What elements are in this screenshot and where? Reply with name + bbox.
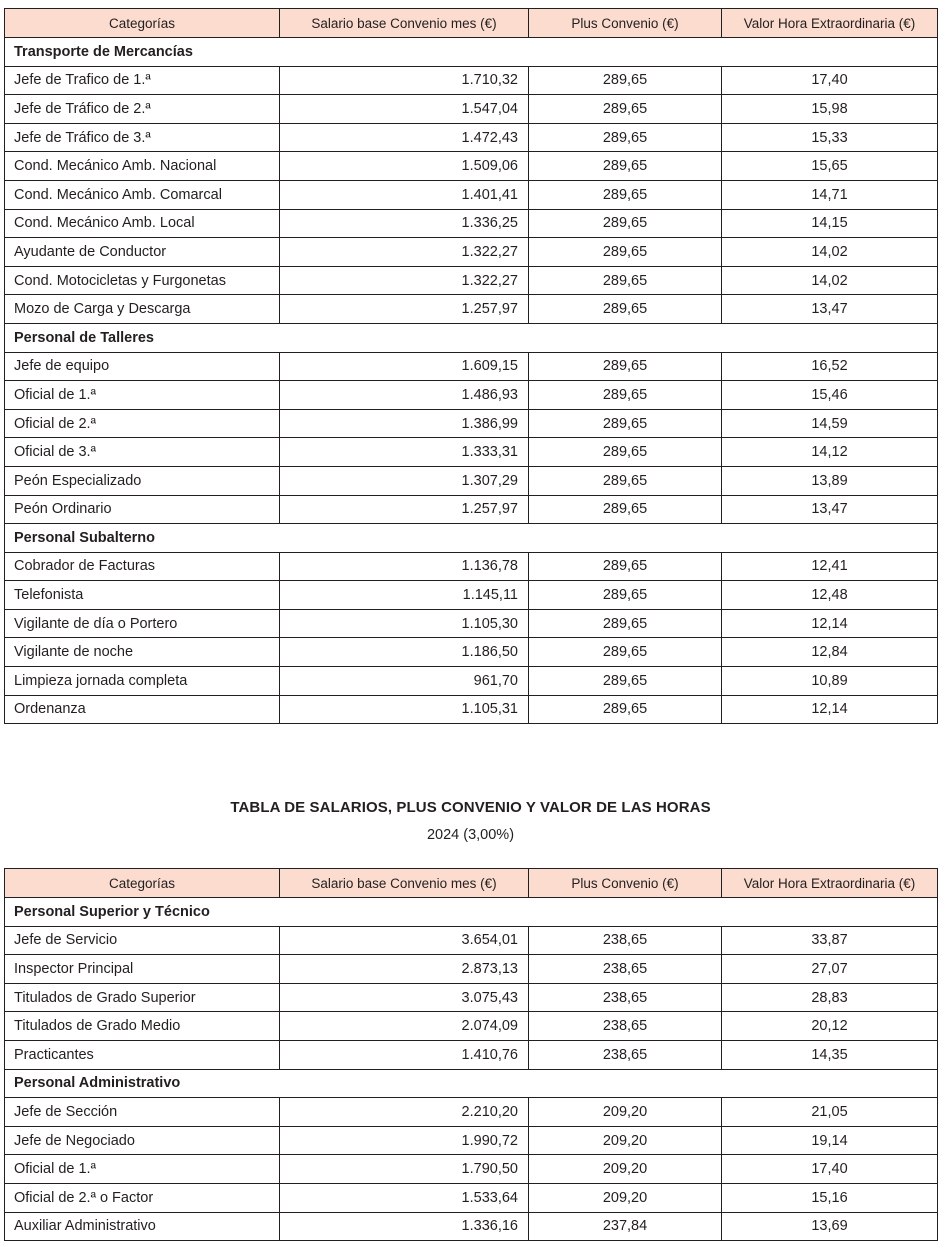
section-row bbox=[5, 38, 938, 67]
table-row bbox=[5, 409, 938, 438]
valor-hora-cell: 13,69 bbox=[722, 1212, 938, 1241]
plus-convenio-cell: 289,65 bbox=[529, 609, 722, 638]
salario-base-cell: 1.547,04 bbox=[280, 95, 529, 124]
valor-hora-cell: 33,87 bbox=[722, 926, 938, 955]
category-cell: Peón Especializado bbox=[5, 466, 280, 495]
table-row bbox=[5, 926, 938, 955]
valor-hora-cell: 14,12 bbox=[722, 438, 938, 467]
section-row bbox=[5, 524, 938, 553]
table-row bbox=[5, 152, 938, 181]
salario-base-cell: 1.307,29 bbox=[280, 466, 529, 495]
salario-base-cell: 1.386,99 bbox=[280, 409, 529, 438]
salario-base-cell: 1.136,78 bbox=[280, 552, 529, 581]
salario-base-cell: 1.336,16 bbox=[280, 1212, 529, 1241]
salario-base-cell: 1.509,06 bbox=[280, 152, 529, 181]
table-row bbox=[5, 238, 938, 267]
valor-hora-cell: 13,89 bbox=[722, 466, 938, 495]
salario-base-cell: 1.472,43 bbox=[280, 123, 529, 152]
salario-base-cell: 1.410,76 bbox=[280, 1040, 529, 1069]
valor-hora-cell: 13,47 bbox=[722, 495, 938, 524]
valor-hora-cell: 17,40 bbox=[722, 66, 938, 95]
plus-convenio-cell: 289,65 bbox=[529, 180, 722, 209]
table-row bbox=[5, 66, 938, 95]
plus-convenio-cell: 289,65 bbox=[529, 381, 722, 410]
plus-convenio-cell: 238,65 bbox=[529, 983, 722, 1012]
category-cell: Ayudante de Conductor bbox=[5, 238, 280, 267]
valor-hora-cell: 14,02 bbox=[722, 266, 938, 295]
section-title: Personal de Talleres bbox=[5, 323, 938, 352]
category-cell: Ordenanza bbox=[5, 695, 280, 724]
valor-hora-cell: 14,02 bbox=[722, 238, 938, 267]
valor-hora-cell: 10,89 bbox=[722, 667, 938, 696]
header-plus-convenio: Plus Convenio (€) bbox=[529, 869, 722, 898]
section-title: Personal Superior y Técnico bbox=[5, 898, 938, 927]
plus-convenio-cell: 238,65 bbox=[529, 1012, 722, 1041]
category-cell: Oficial de 1.ª bbox=[5, 1155, 280, 1184]
valor-hora-cell: 14,15 bbox=[722, 209, 938, 238]
valor-hora-cell: 27,07 bbox=[722, 955, 938, 984]
salario-base-cell: 1.336,25 bbox=[280, 209, 529, 238]
plus-convenio-cell: 289,65 bbox=[529, 667, 722, 696]
category-cell: Cond. Motocicletas y Furgonetas bbox=[5, 266, 280, 295]
plus-convenio-cell: 237,84 bbox=[529, 1212, 722, 1241]
section-row bbox=[5, 323, 938, 352]
plus-convenio-cell: 289,65 bbox=[529, 495, 722, 524]
section-title: Personal Subalterno bbox=[5, 524, 938, 553]
valor-hora-cell: 12,14 bbox=[722, 695, 938, 724]
salario-base-cell: 1.257,97 bbox=[280, 295, 529, 324]
table-row bbox=[5, 983, 938, 1012]
category-cell: Oficial de 1.ª bbox=[5, 381, 280, 410]
salary-table-personal bbox=[4, 868, 938, 1241]
category-cell: Cond. Mecánico Amb. Local bbox=[5, 209, 280, 238]
valor-hora-cell: 12,41 bbox=[722, 552, 938, 581]
plus-convenio-cell: 289,65 bbox=[529, 209, 722, 238]
category-cell: Jefe de Sección bbox=[5, 1098, 280, 1127]
valor-hora-cell: 28,83 bbox=[722, 983, 938, 1012]
table-row bbox=[5, 955, 938, 984]
valor-hora-cell: 15,98 bbox=[722, 95, 938, 124]
salario-base-cell: 2.074,09 bbox=[280, 1012, 529, 1041]
table-title: TABLA DE SALARIOS, PLUS CONVENIO Y VALOR DE LAS HORAS bbox=[230, 799, 711, 816]
valor-hora-cell: 15,65 bbox=[722, 152, 938, 181]
valor-hora-cell: 14,35 bbox=[722, 1040, 938, 1069]
salario-base-cell: 1.333,31 bbox=[280, 438, 529, 467]
category-cell: Auxiliar Administrativo bbox=[5, 1212, 280, 1241]
header-categorias: Categorías bbox=[5, 9, 280, 38]
valor-hora-cell: 20,12 bbox=[722, 1012, 938, 1041]
salario-base-cell: 1.486,93 bbox=[280, 381, 529, 410]
valor-hora-cell: 12,14 bbox=[722, 609, 938, 638]
category-cell: Cond. Mecánico Amb. Comarcal bbox=[5, 180, 280, 209]
table-row bbox=[5, 266, 938, 295]
table-row bbox=[5, 1012, 938, 1041]
header-valor-hora: Valor Hora Extraordinaria (€) bbox=[722, 869, 938, 898]
plus-convenio-cell: 289,65 bbox=[529, 295, 722, 324]
category-cell: Oficial de 2.ª bbox=[5, 409, 280, 438]
plus-convenio-cell: 209,20 bbox=[529, 1155, 722, 1184]
valor-hora-cell: 15,33 bbox=[722, 123, 938, 152]
header-salario-base: Salario base Convenio mes (€) bbox=[280, 869, 529, 898]
table-row bbox=[5, 1040, 938, 1069]
salario-base-cell: 1.105,30 bbox=[280, 609, 529, 638]
category-cell: Vigilante de día o Portero bbox=[5, 609, 280, 638]
table-header-row bbox=[5, 9, 938, 38]
table-row bbox=[5, 1126, 938, 1155]
salario-base-cell: 1.257,97 bbox=[280, 495, 529, 524]
table-header-row bbox=[5, 869, 938, 898]
plus-convenio-cell: 209,20 bbox=[529, 1098, 722, 1127]
table-row bbox=[5, 552, 938, 581]
valor-hora-cell: 17,40 bbox=[722, 1155, 938, 1184]
plus-convenio-cell: 238,65 bbox=[529, 926, 722, 955]
plus-convenio-cell: 289,65 bbox=[529, 438, 722, 467]
table-row bbox=[5, 638, 938, 667]
plus-convenio-cell: 238,65 bbox=[529, 955, 722, 984]
plus-convenio-cell: 289,65 bbox=[529, 581, 722, 610]
header-salario-base: Salario base Convenio mes (€) bbox=[280, 9, 529, 38]
plus-convenio-cell: 238,65 bbox=[529, 1040, 722, 1069]
table-row bbox=[5, 466, 938, 495]
category-cell: Titulados de Grado Medio bbox=[5, 1012, 280, 1041]
category-cell: Cond. Mecánico Amb. Nacional bbox=[5, 152, 280, 181]
section-row bbox=[5, 898, 938, 927]
plus-convenio-cell: 289,65 bbox=[529, 95, 722, 124]
table-row bbox=[5, 495, 938, 524]
valor-hora-cell: 13,47 bbox=[722, 295, 938, 324]
category-cell: Vigilante de noche bbox=[5, 638, 280, 667]
salario-base-cell: 1.710,32 bbox=[280, 66, 529, 95]
section-row bbox=[5, 1069, 938, 1098]
valor-hora-cell: 19,14 bbox=[722, 1126, 938, 1155]
table-row bbox=[5, 381, 938, 410]
salario-base-cell: 2.210,20 bbox=[280, 1098, 529, 1127]
plus-convenio-cell: 289,65 bbox=[529, 352, 722, 381]
valor-hora-cell: 21,05 bbox=[722, 1098, 938, 1127]
table-subtitle: 2024 (3,00%) bbox=[426, 827, 515, 843]
category-cell: Peón Ordinario bbox=[5, 495, 280, 524]
category-cell: Titulados de Grado Superior bbox=[5, 983, 280, 1012]
table-row bbox=[5, 95, 938, 124]
category-cell: Telefonista bbox=[5, 581, 280, 610]
plus-convenio-cell: 289,65 bbox=[529, 552, 722, 581]
valor-hora-cell: 14,59 bbox=[722, 409, 938, 438]
category-cell: Oficial de 3.ª bbox=[5, 438, 280, 467]
valor-hora-cell: 14,71 bbox=[722, 180, 938, 209]
table-row bbox=[5, 438, 938, 467]
section-title: Personal Administrativo bbox=[5, 1069, 938, 1098]
plus-convenio-cell: 289,65 bbox=[529, 123, 722, 152]
salario-base-cell: 1.322,27 bbox=[280, 266, 529, 295]
category-cell: Jefe de Tráfico de 2.ª bbox=[5, 95, 280, 124]
salario-base-cell: 1.322,27 bbox=[280, 238, 529, 267]
plus-convenio-cell: 289,65 bbox=[529, 466, 722, 495]
plus-convenio-cell: 289,65 bbox=[529, 152, 722, 181]
category-cell: Jefe de equipo bbox=[5, 352, 280, 381]
category-cell: Jefe de Servicio bbox=[5, 926, 280, 955]
valor-hora-cell: 16,52 bbox=[722, 352, 938, 381]
category-cell: Cobrador de Facturas bbox=[5, 552, 280, 581]
table-row bbox=[5, 352, 938, 381]
category-cell: Jefe de Negociado bbox=[5, 1126, 280, 1155]
header-categorias: Categorías bbox=[5, 869, 280, 898]
table-row bbox=[5, 695, 938, 724]
salario-base-cell: 1.401,41 bbox=[280, 180, 529, 209]
valor-hora-cell: 12,48 bbox=[722, 581, 938, 610]
salario-base-cell: 961,70 bbox=[280, 667, 529, 696]
valor-hora-cell: 15,16 bbox=[722, 1183, 938, 1212]
valor-hora-cell: 15,46 bbox=[722, 381, 938, 410]
table-row bbox=[5, 1155, 938, 1184]
plus-convenio-cell: 289,65 bbox=[529, 638, 722, 667]
plus-convenio-cell: 289,65 bbox=[529, 695, 722, 724]
section-title: Transporte de Mercancías bbox=[5, 38, 938, 67]
salario-base-cell: 2.873,13 bbox=[280, 955, 529, 984]
salario-base-cell: 1.186,50 bbox=[280, 638, 529, 667]
plus-convenio-cell: 209,20 bbox=[529, 1126, 722, 1155]
valor-hora-cell: 12,84 bbox=[722, 638, 938, 667]
table-row bbox=[5, 295, 938, 324]
table-row bbox=[5, 1212, 938, 1241]
plus-convenio-cell: 209,20 bbox=[529, 1183, 722, 1212]
table-row bbox=[5, 609, 938, 638]
header-valor-hora: Valor Hora Extraordinaria (€) bbox=[722, 9, 938, 38]
header-plus-convenio: Plus Convenio (€) bbox=[529, 9, 722, 38]
table-row bbox=[5, 1183, 938, 1212]
category-cell: Jefe de Tráfico de 3.ª bbox=[5, 123, 280, 152]
category-cell: Mozo de Carga y Descarga bbox=[5, 295, 280, 324]
plus-convenio-cell: 289,65 bbox=[529, 66, 722, 95]
category-cell: Oficial de 2.ª o Factor bbox=[5, 1183, 280, 1212]
salario-base-cell: 1.790,50 bbox=[280, 1155, 529, 1184]
category-cell: Jefe de Trafico de 1.ª bbox=[5, 66, 280, 95]
table-row bbox=[5, 1098, 938, 1127]
category-cell: Inspector Principal bbox=[5, 955, 280, 984]
table-row bbox=[5, 123, 938, 152]
plus-convenio-cell: 289,65 bbox=[529, 409, 722, 438]
salario-base-cell: 1.145,11 bbox=[280, 581, 529, 610]
salario-base-cell: 1.990,72 bbox=[280, 1126, 529, 1155]
salary-table-transport bbox=[4, 8, 938, 724]
table-row bbox=[5, 209, 938, 238]
plus-convenio-cell: 289,65 bbox=[529, 266, 722, 295]
table-row bbox=[5, 581, 938, 610]
salario-base-cell: 1.609,15 bbox=[280, 352, 529, 381]
salario-base-cell: 1.533,64 bbox=[280, 1183, 529, 1212]
category-cell: Practicantes bbox=[5, 1040, 280, 1069]
table-row bbox=[5, 667, 938, 696]
salario-base-cell: 1.105,31 bbox=[280, 695, 529, 724]
category-cell: Limpieza jornada completa bbox=[5, 667, 280, 696]
salario-base-cell: 3.654,01 bbox=[280, 926, 529, 955]
table-row bbox=[5, 180, 938, 209]
plus-convenio-cell: 289,65 bbox=[529, 238, 722, 267]
salario-base-cell: 3.075,43 bbox=[280, 983, 529, 1012]
